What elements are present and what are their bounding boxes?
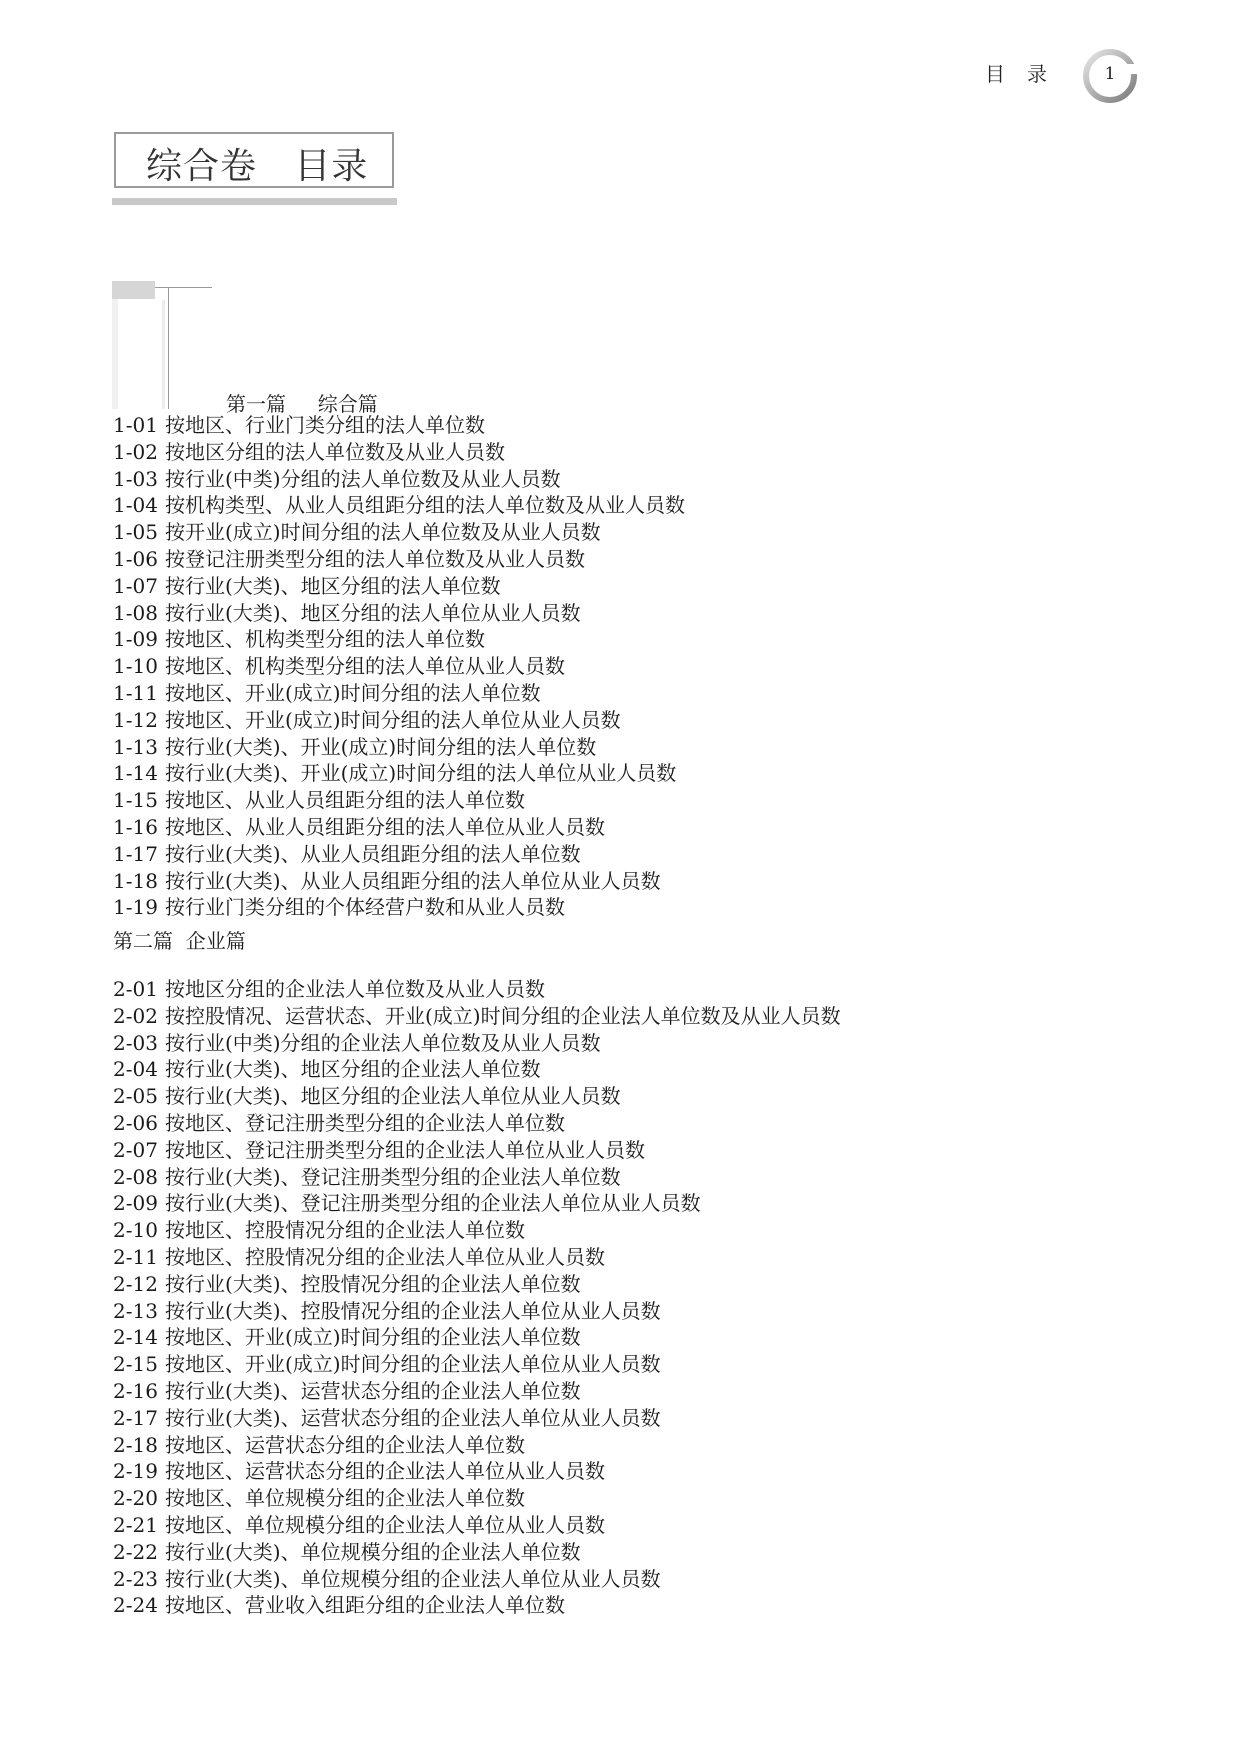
- toc-entry-title: 按地区、从业人员组距分组的法人单位从业人员数: [165, 814, 605, 839]
- toc-entry-title: 按地区、开业(成立)时间分组的法人单位数: [165, 680, 541, 705]
- toc-entry-number: 2-24: [113, 1593, 158, 1618]
- toc-entry-number: 2-14: [113, 1325, 158, 1350]
- toc-entry: [113, 1405, 841, 1432]
- toc-entry: [113, 1137, 841, 1164]
- toc-entry-number: 2-10: [113, 1218, 158, 1243]
- toc-entry-number: 2-16: [113, 1378, 158, 1403]
- toc-entry-number: 2-09: [113, 1191, 158, 1216]
- toc-entry-number: 1-01: [113, 413, 158, 437]
- toc-entry-number: 1-18: [113, 868, 158, 893]
- toc-entry-title: 按地区、控股情况分组的企业法人单位数: [165, 1218, 525, 1243]
- toc-entry-title: 按行业(大类)、控股情况分组的企业法人单位从业人员数: [165, 1298, 661, 1323]
- toc-entry: [113, 680, 685, 707]
- toc-entry: [113, 1030, 841, 1057]
- toc-entry-title: 按地区、运营状态分组的企业法人单位数: [165, 1432, 525, 1457]
- toc-entry-title: 按行业门类分组的个体经营户数和从业人员数: [165, 895, 565, 920]
- toc-entry-title: 按地区分组的企业法人单位数及从业人员数: [165, 977, 545, 1001]
- part1-entry-list: [113, 412, 685, 921]
- toc-entry: [113, 519, 685, 546]
- toc-entry-title: 按行业(大类)、从业人员组距分组的法人单位从业人员数: [165, 868, 661, 893]
- part2-heading: 第二篇 企业篇: [113, 929, 246, 953]
- toc-entry-title: 按行业(大类)、从业人员组距分组的法人单位数: [165, 841, 581, 866]
- toc-entry-title: 按地区、控股情况分组的企业法人单位从业人员数: [165, 1244, 605, 1269]
- toc-entry: [113, 1485, 841, 1512]
- toc-entry: [113, 894, 685, 921]
- toc-entry-title: 按行业(大类)、登记注册类型分组的企业法人单位数: [165, 1164, 621, 1189]
- toc-entry-number: 2-19: [113, 1459, 158, 1484]
- toc-entry-number: 1-16: [113, 814, 158, 839]
- toc-entry-title: 按机构类型、从业人员组距分组的法人单位数及从业人员数: [165, 493, 685, 518]
- toc-entry: [113, 868, 685, 895]
- toc-entry: [113, 1190, 841, 1217]
- toc-entry: [113, 1083, 841, 1110]
- section-marker-vline: [168, 287, 169, 409]
- toc-entry-title: 按地区、开业(成立)时间分组的企业法人单位从业人员数: [165, 1352, 661, 1377]
- toc-entry-number: 2-08: [113, 1164, 158, 1189]
- toc-entry: [113, 600, 685, 627]
- toc-entry: [113, 466, 685, 493]
- toc-entry-number: 1-10: [113, 654, 158, 679]
- toc-entry-title: 按行业(大类)、地区分组的法人单位从业人员数: [165, 600, 581, 625]
- toc-entry-number: 1-15: [113, 788, 158, 813]
- toc-entry: [113, 1244, 841, 1271]
- toc-entry-title: 按地区、登记注册类型分组的企业法人单位数: [165, 1110, 565, 1135]
- toc-entry-title: 按地区、单位规模分组的企业法人单位从业人员数: [165, 1512, 605, 1537]
- toc-entry-title: 按行业(大类)、地区分组的企业法人单位数: [165, 1057, 541, 1082]
- toc-entry-number: 1-04: [113, 493, 158, 518]
- page-number: 1: [1104, 64, 1116, 84]
- part2-entry-list: [113, 976, 841, 1619]
- toc-entry-number: 2-03: [113, 1030, 158, 1055]
- toc-entry-title: 按地区、运营状态分组的企业法人单位从业人员数: [165, 1459, 605, 1484]
- toc-entry-title: 按行业(大类)、单位规模分组的企业法人单位数: [165, 1539, 581, 1564]
- toc-entry: [113, 626, 685, 653]
- toc-entry-title: 按行业(大类)、开业(成立)时间分组的法人单位数: [165, 734, 597, 759]
- toc-entry-number: 2-04: [113, 1057, 158, 1082]
- toc-entry-number: 2-15: [113, 1352, 158, 1377]
- toc-entry-title: 按控股情况、运营状态、开业(成立)时间分组的企业法人单位数及从业人员数: [165, 1003, 841, 1028]
- toc-entry: [113, 1056, 841, 1083]
- toc-entry-title: 按地区、开业(成立)时间分组的企业法人单位数: [165, 1325, 581, 1350]
- toc-entry: [113, 787, 685, 814]
- toc-entry-number: 1-19: [113, 895, 158, 920]
- toc-entry: [113, 653, 685, 680]
- toc-entry-title: 按行业(中类)分组的法人单位数及从业人员数: [165, 466, 561, 491]
- toc-entry-number: 1-17: [113, 841, 158, 866]
- toc-entry: [113, 1298, 841, 1325]
- toc-entry: [113, 1324, 841, 1351]
- toc-entry-number: 2-06: [113, 1110, 158, 1135]
- toc-entry-title: 按地区、行业门类分组的法人单位数: [165, 413, 485, 437]
- toc-entry-number: 1-06: [113, 546, 158, 571]
- section-marker-shadow: [162, 300, 165, 409]
- volume-title: 综合卷 目录: [146, 146, 369, 187]
- toc-entry-number: 1-08: [113, 600, 158, 625]
- section-marker-shade: [112, 281, 118, 409]
- toc-entry-number: 2-05: [113, 1084, 158, 1109]
- toc-entry-title: 按地区、开业(成立)时间分组的法人单位从业人员数: [165, 707, 621, 732]
- toc-entry-title: 按地区、单位规模分组的企业法人单位数: [165, 1486, 525, 1511]
- toc-entry-title: 按行业(大类)、登记注册类型分组的企业法人单位从业人员数: [165, 1191, 701, 1216]
- toc-entry-title: 按行业(大类)、地区分组的企业法人单位从业人员数: [165, 1084, 621, 1109]
- toc-entry: [113, 573, 685, 600]
- toc-entry: [113, 492, 685, 519]
- toc-entry-number: 1-11: [113, 680, 158, 705]
- toc-entry: [113, 1512, 841, 1539]
- section-marker-block: [112, 281, 155, 299]
- toc-entry-number: 2-02: [113, 1003, 158, 1028]
- toc-entry-number: 1-05: [113, 520, 158, 545]
- toc-entry-number: 2-17: [113, 1405, 158, 1430]
- toc-entry-title: 按地区、机构类型分组的法人单位从业人员数: [165, 654, 565, 679]
- toc-entry-number: 1-13: [113, 734, 158, 759]
- toc-entry: [113, 814, 685, 841]
- toc-entry-title: 按行业(大类)、单位规模分组的企业法人单位从业人员数: [165, 1566, 661, 1591]
- toc-entry: [113, 1432, 841, 1459]
- toc-entry: [113, 734, 685, 761]
- toc-entry-number: 2-13: [113, 1298, 158, 1323]
- toc-entry-number: 2-20: [113, 1486, 158, 1511]
- toc-entry: [113, 707, 685, 734]
- toc-entry: [113, 439, 685, 466]
- toc-entry-number: 2-11: [113, 1244, 158, 1269]
- toc-entry: [113, 976, 841, 1003]
- toc-entry: [113, 841, 685, 868]
- toc-entry-title: 按地区、从业人员组距分组的法人单位数: [165, 788, 525, 813]
- toc-entry: [113, 412, 685, 439]
- toc-entry: [113, 1217, 841, 1244]
- toc-entry-title: 按行业(中类)分组的企业法人单位数及从业人员数: [165, 1030, 601, 1055]
- toc-entry-number: 2-18: [113, 1432, 158, 1457]
- toc-entry-title: 按地区分组的法人单位数及从业人员数: [165, 439, 505, 464]
- toc-entry-number: 1-02: [113, 439, 158, 464]
- toc-entry-number: 2-23: [113, 1566, 158, 1591]
- toc-entry-title: 按地区、营业收入组距分组的企业法人单位数: [165, 1593, 565, 1618]
- toc-entry: [113, 1378, 841, 1405]
- toc-entry: [113, 1164, 841, 1191]
- toc-entry: [113, 1110, 841, 1137]
- toc-entry-title: 按地区、登记注册类型分组的企业法人单位从业人员数: [165, 1137, 645, 1162]
- toc-entry: [113, 546, 685, 573]
- toc-entry-number: 2-12: [113, 1271, 158, 1296]
- running-header-label: 目录: [985, 62, 1069, 86]
- toc-entry-title: 按地区、机构类型分组的法人单位数: [165, 627, 485, 652]
- toc-entry-number: 1-14: [113, 761, 158, 786]
- toc-entry-title: 按行业(大类)、运营状态分组的企业法人单位数: [165, 1378, 581, 1403]
- toc-entry: [113, 1351, 841, 1378]
- toc-entry-title: 按行业(大类)、地区分组的法人单位数: [165, 573, 501, 598]
- toc-entry-title: 按登记注册类型分组的法人单位数及从业人员数: [165, 546, 585, 571]
- toc-entry-number: 1-07: [113, 573, 158, 598]
- toc-entry: [113, 1271, 841, 1298]
- toc-entry-title: 按行业(大类)、控股情况分组的企业法人单位数: [165, 1271, 581, 1296]
- toc-entry-number: 1-09: [113, 627, 158, 652]
- toc-entry: [113, 1539, 841, 1566]
- toc-entry: [113, 1458, 841, 1485]
- toc-entry: [113, 1592, 841, 1619]
- toc-entry-number: 2-01: [113, 977, 158, 1001]
- volume-title-underbar: [112, 198, 397, 205]
- toc-entry-title: 按行业(大类)、运营状态分组的企业法人单位从业人员数: [165, 1405, 661, 1430]
- part1-heading: 第一篇 综合篇: [226, 392, 378, 416]
- section-marker-hline: [155, 287, 212, 288]
- toc-entry: [113, 1003, 841, 1030]
- toc-entry: [113, 1566, 841, 1593]
- toc-entry-title: 按开业(成立)时间分组的法人单位数及从业人员数: [165, 520, 601, 545]
- toc-entry-number: 2-21: [113, 1512, 158, 1537]
- toc-entry: [113, 760, 685, 787]
- toc-entry-title: 按行业(大类)、开业(成立)时间分组的法人单位从业人员数: [165, 761, 677, 786]
- toc-entry-number: 1-03: [113, 466, 158, 491]
- toc-entry-number: 2-22: [113, 1539, 158, 1564]
- toc-entry-number: 1-12: [113, 707, 158, 732]
- toc-entry-number: 2-07: [113, 1137, 158, 1162]
